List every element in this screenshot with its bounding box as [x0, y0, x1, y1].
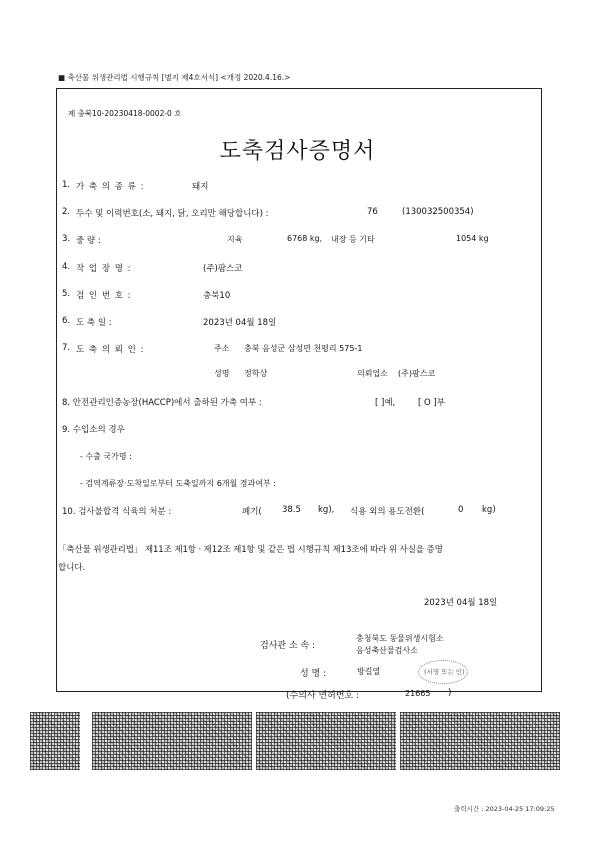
slaughter-date-value: 2023년 04월 18일: [203, 318, 277, 328]
inspector-name-label: 성 명 :: [300, 669, 327, 679]
item-3-number: 3.: [62, 234, 71, 244]
statement-line-1: 「축산물 위생관리법」 제11조 제1항 · 제12조 제1항 및 같은 법 시행규칙 제13조에 따라 위 사실을 증명: [58, 545, 443, 555]
security-pattern-3: [400, 712, 560, 770]
vet-license-label: (수의사 면허번호 :: [286, 691, 360, 701]
inspector-affiliation-label: 검사관 소 속 :: [260, 641, 316, 651]
non-food-use-unit: kg): [482, 505, 496, 515]
item-5-number: 5.: [62, 289, 71, 299]
printed-timestamp: 출력시간 : 2023-04-25 17:09:25: [454, 805, 555, 813]
livestock-type-value: 돼지: [192, 182, 209, 192]
inspector-affiliation-line-1: 충청북도 동물위생시험소: [356, 634, 444, 643]
security-pattern-1: [92, 712, 252, 770]
offal-weight-value: 1054 kg: [456, 234, 489, 243]
item-1-number: 1.: [62, 180, 71, 190]
vet-license-close: ): [448, 688, 452, 698]
page-title: 도축검사증명서: [219, 139, 376, 164]
item-5-label: 검 인 번 호 :: [76, 291, 132, 301]
non-food-use-label: 식용 외의 용도전환(: [350, 507, 425, 517]
disposal-weight-value: 38.5: [282, 505, 301, 515]
export-country-label: - 수출 국가명 :: [80, 452, 132, 461]
requester-address-label: 주소: [214, 344, 230, 353]
requester-name-label: 성명: [214, 369, 230, 378]
non-food-use-weight-value: 0: [458, 505, 464, 515]
item-2-label: 두수 및 이력번호(소, 돼지, 닭, 오리만 해당합니다) :: [76, 209, 269, 219]
item-9-label: 9. 수입소의 경우: [62, 425, 125, 435]
disposal-unit: kg),: [318, 505, 335, 515]
item-8-label: 8. 안전관리인증농장(HACCP)에서 출하된 가축 여부 :: [62, 398, 262, 408]
inspector-affiliation-line-2: 음성축산물검사소: [356, 646, 418, 655]
item-4-label: 작 업 장 명 :: [76, 264, 132, 274]
head-count-value: 76: [367, 207, 378, 217]
item-7-number: 7.: [62, 343, 71, 353]
offal-label: 내장 등 기타: [331, 235, 375, 244]
requester-address-value: 충북 음성군 삼성면 천평리 575-1: [244, 344, 363, 353]
requester-name-value: 정학상: [244, 369, 268, 378]
item-4-number: 4.: [62, 262, 71, 272]
vet-license-number: 21665: [405, 689, 431, 698]
disposal-label: 폐기(: [242, 507, 262, 517]
security-pattern-left: [30, 712, 80, 770]
item-6-label: 도 축 일 :: [76, 318, 112, 328]
haccp-yes-checkbox: [ ]예,: [375, 398, 396, 408]
workplace-name-value: (주)팜스코: [203, 264, 243, 274]
requester-company-value: (주)팜스코: [398, 369, 436, 378]
item-3-label: 중 량 :: [76, 236, 101, 246]
quarantine-elapsed-label: - 검역계류장·도착일로부터 도축일까지 6개월 경과여부 :: [80, 479, 276, 488]
statement-line-2: 합니다.: [58, 563, 86, 573]
item-7-label: 도 축 의 뢰 인 :: [76, 345, 145, 355]
carcass-weight-value: 6768 kg,: [287, 234, 323, 243]
item-6-number: 6.: [62, 316, 71, 326]
issue-date: 2023년 04월 18일: [424, 598, 498, 608]
signature-placeholder: (서명 또는 인): [424, 668, 465, 676]
security-pattern-2: [256, 712, 396, 770]
haccp-no-checkbox: [ O ]부: [418, 398, 445, 408]
document-number: 제 충북10-20230418-0002-0 호: [68, 109, 182, 118]
inspection-number-value: 충북10: [203, 291, 231, 301]
form-header-note: ■ 축산물 위생관리법 시행규칙 [별지 제4호서식] <개정 2020.4.16.>: [58, 73, 291, 82]
item-2-number: 2.: [62, 207, 71, 217]
requester-company-label: 의뢰업소: [357, 369, 388, 378]
carcass-label: 지육: [227, 235, 243, 244]
item-10-label: 10. 검사불합격 식육의 처분 :: [62, 507, 172, 517]
inspector-name-value: 방길열: [357, 667, 381, 676]
trace-number-value: (130032500354): [402, 207, 474, 217]
item-1-label: 가 축 의 종 류 :: [76, 182, 145, 192]
